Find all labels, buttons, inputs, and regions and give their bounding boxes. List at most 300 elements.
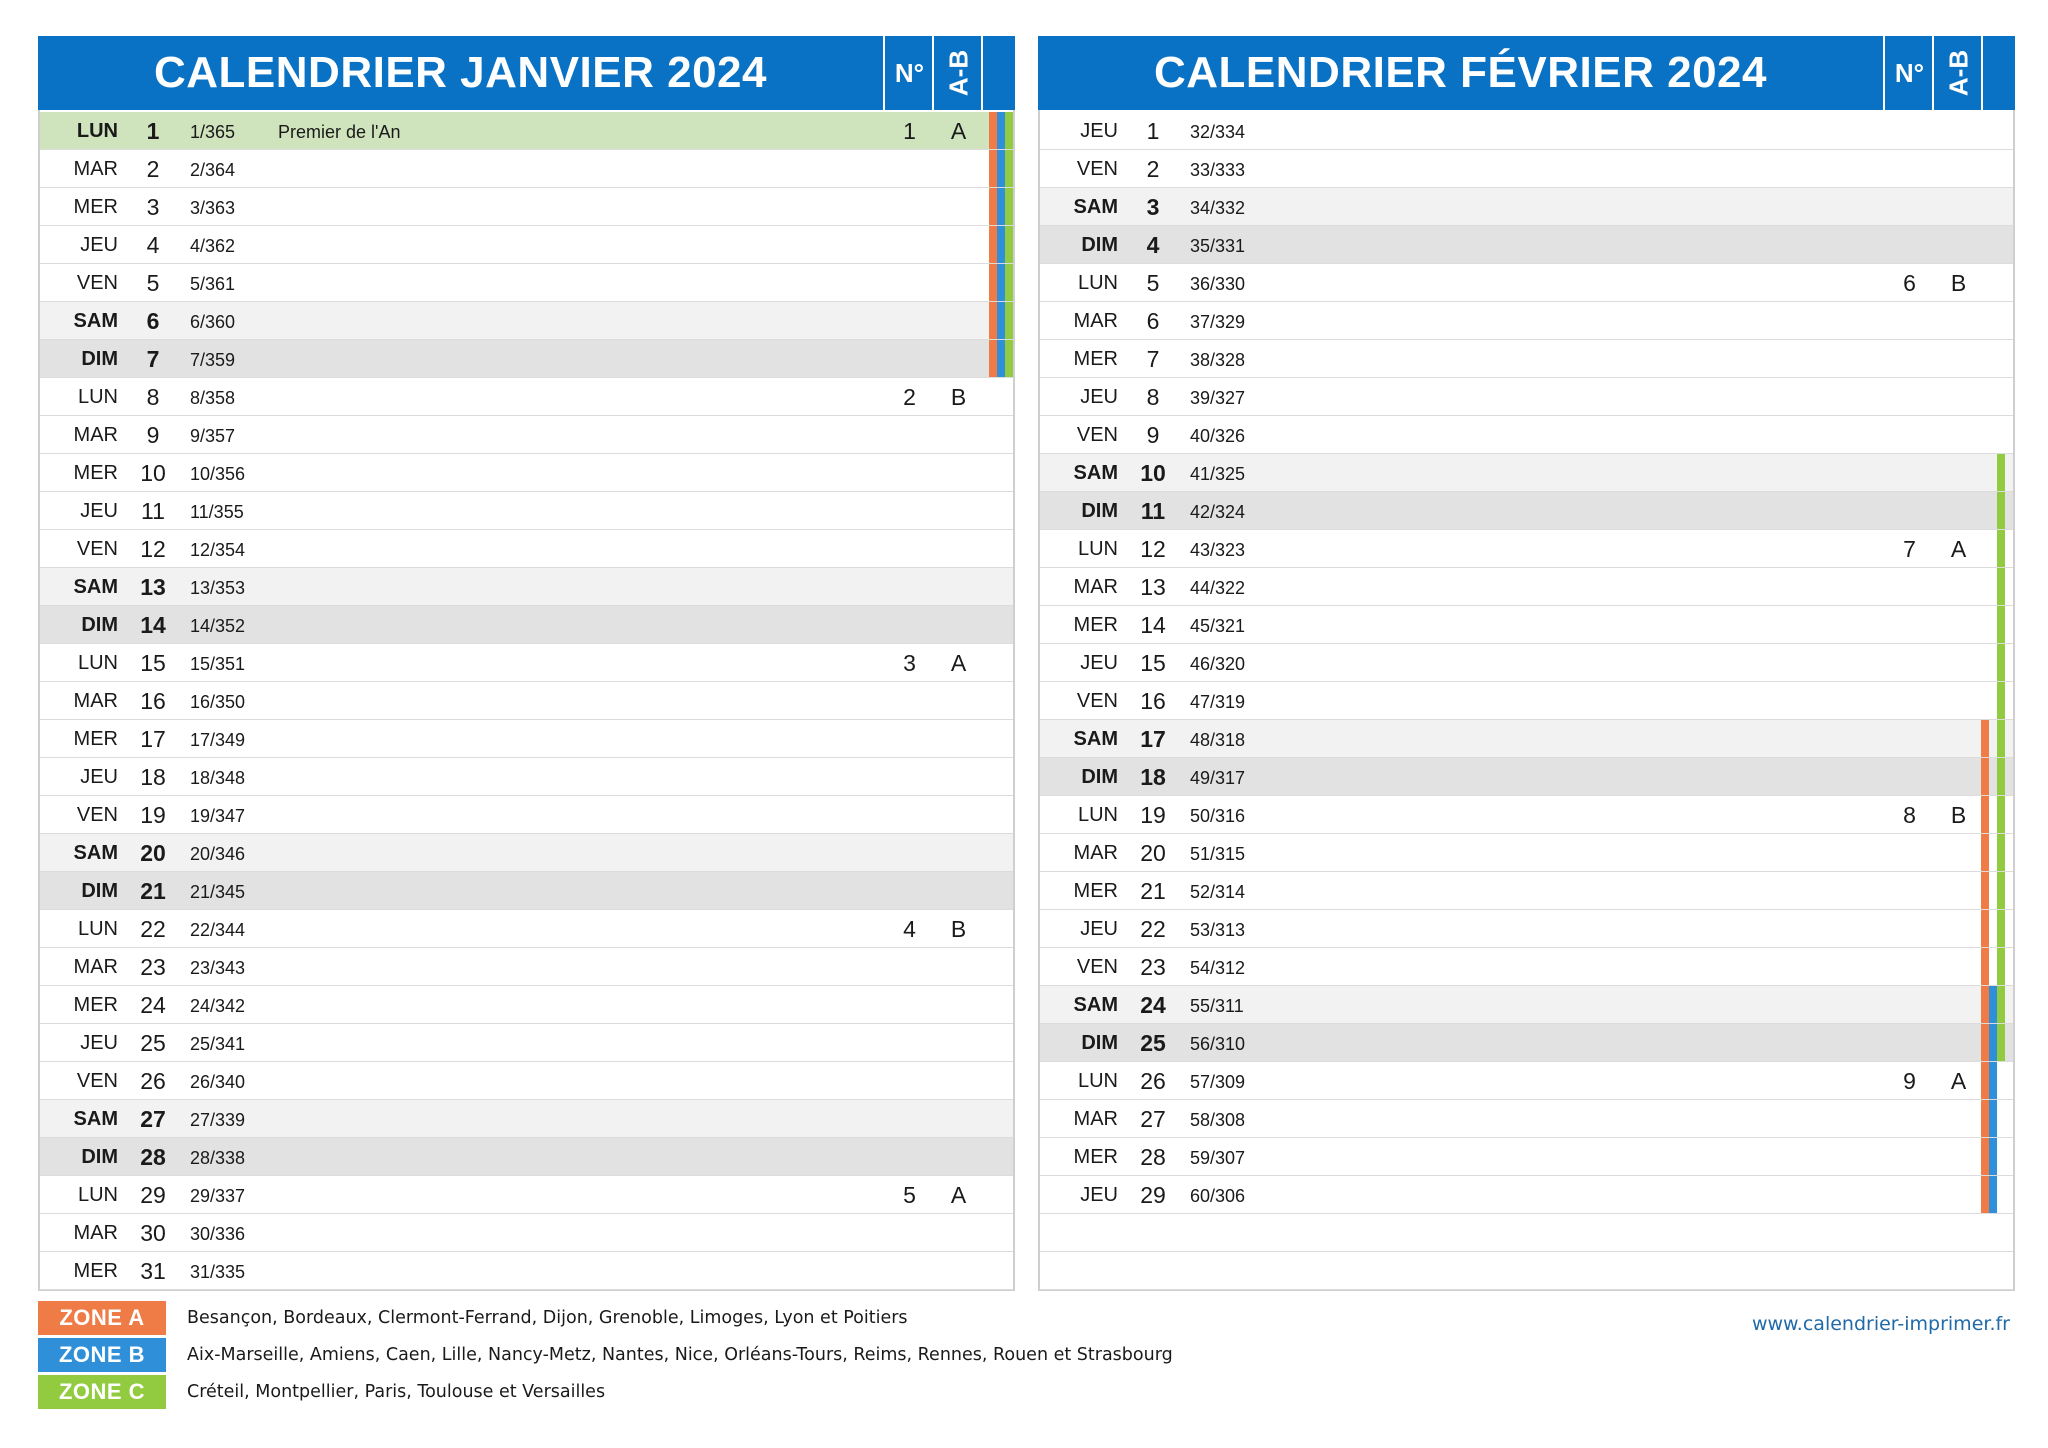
week-number: 2 bbox=[903, 384, 916, 410]
day-row bbox=[40, 416, 1013, 454]
day-number: 17 bbox=[140, 726, 166, 752]
zone-a-holiday-bar bbox=[1981, 1100, 1989, 1137]
day-row bbox=[1040, 1176, 2013, 1214]
weekday: JEU bbox=[1080, 120, 1118, 142]
weekday: LUN bbox=[76, 120, 118, 142]
weekday: MER bbox=[73, 728, 118, 750]
weekday: MER bbox=[73, 196, 118, 218]
zone-c-holiday-bar bbox=[1005, 112, 1013, 149]
zone-c-holiday-bar bbox=[1005, 188, 1013, 225]
day-rows bbox=[40, 112, 1013, 1290]
weekday: LUN bbox=[1077, 804, 1118, 826]
day-number: 2 bbox=[1146, 156, 1160, 182]
day-row bbox=[40, 1138, 1013, 1176]
day-row bbox=[40, 1062, 1013, 1100]
day-number: 11 bbox=[141, 498, 165, 524]
day-row bbox=[40, 910, 1013, 948]
zone-c-holiday-bar bbox=[1005, 340, 1013, 377]
weekday: VEN bbox=[1076, 956, 1118, 978]
weekday: VEN bbox=[76, 1070, 118, 1092]
weekday: MAR bbox=[73, 1222, 118, 1244]
day-number: 31 bbox=[140, 1258, 166, 1284]
day-of-year: 9/357 bbox=[190, 426, 236, 446]
week-number: 4 bbox=[903, 916, 916, 942]
week-ab-header: A-B bbox=[1932, 36, 1983, 110]
day-number: 6 bbox=[1146, 308, 1160, 334]
day-of-year: 34/332 bbox=[1190, 198, 1246, 218]
weekday: MER bbox=[1073, 880, 1118, 902]
day-number: 27 bbox=[1140, 1106, 1166, 1132]
day-row bbox=[1040, 568, 2013, 606]
weekday: MAR bbox=[73, 158, 118, 180]
day-number: 19 bbox=[1140, 802, 1166, 828]
day-row bbox=[1040, 872, 2013, 910]
day-row bbox=[1040, 492, 2013, 530]
week-ab: A bbox=[950, 1182, 967, 1208]
day-row bbox=[40, 720, 1013, 758]
calendar-title: CALENDRIER FÉVRIER 2024 bbox=[1154, 48, 1767, 97]
zone-c-holiday-bar bbox=[1997, 1024, 2005, 1061]
day-of-year: 26/340 bbox=[190, 1072, 246, 1092]
day-of-year: 59/307 bbox=[1190, 1148, 1246, 1168]
week-number-header: N° bbox=[1883, 36, 1934, 110]
zone-c-holiday-bar bbox=[1005, 302, 1013, 339]
zone-c-holiday-bar bbox=[1997, 682, 2005, 719]
day-number: 14 bbox=[140, 612, 166, 638]
zone-a-holiday-bar bbox=[989, 302, 997, 339]
zone-a-holiday-bar bbox=[1981, 1176, 1989, 1213]
day-of-year: 16/350 bbox=[190, 692, 246, 712]
zone-a-holiday-bar bbox=[1981, 1024, 1989, 1061]
week-ab: A bbox=[950, 650, 967, 676]
zone-b-holiday-bar bbox=[997, 340, 1005, 377]
weekday: MAR bbox=[1073, 1108, 1118, 1130]
zone-c-holiday-bar bbox=[1997, 454, 2005, 491]
weekday: DIM bbox=[1081, 766, 1118, 788]
empty-row bbox=[1040, 1214, 2013, 1252]
day-of-year: 55/311 bbox=[1190, 996, 1244, 1016]
zone-a-holiday-bar bbox=[1981, 1138, 1989, 1175]
day-of-year: 19/347 bbox=[190, 806, 246, 826]
day-of-year: 36/330 bbox=[1190, 274, 1246, 294]
day-number: 17 bbox=[1140, 726, 1166, 752]
day-number: 9 bbox=[1146, 422, 1160, 448]
day-of-year: 5/361 bbox=[190, 274, 236, 294]
day-number: 5 bbox=[146, 270, 160, 296]
weekday: SAM bbox=[73, 842, 118, 864]
day-of-year: 45/321 bbox=[1190, 616, 1246, 636]
zone-a-holiday-bar bbox=[989, 226, 997, 263]
week-number: 5 bbox=[903, 1182, 916, 1208]
zone-b-holiday-bar bbox=[1989, 1176, 1997, 1213]
day-row bbox=[40, 834, 1013, 872]
weekday: VEN bbox=[76, 272, 118, 294]
day-number: 25 bbox=[1140, 1030, 1166, 1056]
weekday: JEU bbox=[1080, 1184, 1118, 1206]
day-number: 7 bbox=[146, 346, 160, 372]
day-of-year: 14/352 bbox=[190, 616, 246, 636]
day-of-year: 37/329 bbox=[1190, 312, 1246, 332]
week-ab: A bbox=[950, 118, 967, 144]
weekday: LUN bbox=[77, 386, 118, 408]
day-of-year: 27/339 bbox=[190, 1110, 246, 1130]
day-of-year: 42/324 bbox=[1190, 502, 1246, 522]
zone-c-holiday-bar bbox=[1005, 226, 1013, 263]
day-row bbox=[40, 568, 1013, 606]
day-number: 16 bbox=[1140, 688, 1166, 714]
day-row bbox=[1040, 378, 2013, 416]
day-row bbox=[1040, 1024, 2013, 1062]
day-of-year: 43/323 bbox=[1190, 540, 1246, 560]
weekday: MAR bbox=[1073, 310, 1118, 332]
day-of-year: 3/363 bbox=[190, 198, 236, 218]
weekday: JEU bbox=[1080, 918, 1118, 940]
day-row bbox=[40, 1176, 1013, 1214]
day-of-year: 21/345 bbox=[190, 882, 246, 902]
week-number: 8 bbox=[1903, 802, 1916, 828]
day-of-year: 44/322 bbox=[1190, 578, 1246, 598]
weekday: SAM bbox=[1073, 994, 1118, 1016]
day-row bbox=[1040, 302, 2013, 340]
day-of-year: 12/354 bbox=[190, 540, 246, 560]
week-number: 3 bbox=[903, 650, 916, 676]
weekday: VEN bbox=[1076, 158, 1118, 180]
weekday: LUN bbox=[1077, 538, 1118, 560]
day-row bbox=[40, 1024, 1013, 1062]
day-row bbox=[40, 1252, 1013, 1290]
weekday: MAR bbox=[73, 690, 118, 712]
day-row bbox=[1040, 1062, 2013, 1100]
website-link[interactable]: www.calendrier-imprimer.fr bbox=[1751, 1313, 2010, 1335]
weekday: LUN bbox=[1077, 1070, 1118, 1092]
day-of-year: 10/356 bbox=[190, 464, 246, 484]
zone-bar-header bbox=[981, 36, 1017, 110]
zone-c-holiday-bar bbox=[1997, 492, 2005, 529]
day-row bbox=[1040, 188, 2013, 226]
week-number: 6 bbox=[1903, 270, 1916, 296]
day-of-year: 32/334 bbox=[1190, 122, 1246, 142]
day-row bbox=[40, 454, 1013, 492]
day-number: 16 bbox=[140, 688, 166, 714]
weekday: SAM bbox=[1073, 196, 1118, 218]
day-of-year: 48/318 bbox=[1190, 730, 1246, 750]
day-number: 28 bbox=[1140, 1144, 1166, 1170]
zone-a-holiday-bar bbox=[1981, 948, 1989, 985]
weekday: SAM bbox=[1073, 462, 1118, 484]
zone-c-holiday-bar bbox=[1997, 568, 2005, 605]
day-number: 10 bbox=[1140, 460, 1166, 486]
day-of-year: 28/338 bbox=[190, 1148, 246, 1168]
legend-zone-c-cities: Créteil, Montpellier, Paris, Toulouse et Versailles bbox=[187, 1382, 606, 1402]
day-row bbox=[1040, 796, 2013, 834]
day-number: 22 bbox=[1140, 916, 1166, 942]
day-row bbox=[40, 112, 1013, 150]
day-row bbox=[1040, 948, 2013, 986]
weekday: JEU bbox=[80, 500, 118, 522]
day-row bbox=[40, 302, 1013, 340]
day-number: 15 bbox=[1140, 650, 1166, 676]
day-row bbox=[40, 492, 1013, 530]
day-of-year: 58/308 bbox=[1190, 1110, 1246, 1130]
day-of-year: 11/355 bbox=[190, 502, 244, 522]
day-number: 26 bbox=[1140, 1068, 1166, 1094]
day-number: 8 bbox=[1146, 384, 1160, 410]
legend-zone-b-badge: ZONE B bbox=[38, 1338, 166, 1372]
zone-b-holiday-bar bbox=[1989, 1062, 1997, 1099]
zone-c-holiday-bar bbox=[1997, 948, 2005, 985]
weekday: DIM bbox=[81, 880, 118, 902]
weekday: DIM bbox=[81, 1146, 118, 1168]
day-number: 30 bbox=[140, 1220, 166, 1246]
day-of-year: 47/319 bbox=[1190, 692, 1246, 712]
zone-a-holiday-bar bbox=[1981, 872, 1989, 909]
zone-c-holiday-bar bbox=[1005, 264, 1013, 301]
calendar-title: CALENDRIER JANVIER 2024 bbox=[154, 48, 767, 97]
day-number: 8 bbox=[146, 384, 160, 410]
day-of-year: 24/342 bbox=[190, 996, 246, 1016]
day-row bbox=[1040, 834, 2013, 872]
zone-a-holiday-bar bbox=[989, 150, 997, 187]
day-row bbox=[1040, 1100, 2013, 1138]
week-number: 1 bbox=[903, 118, 916, 144]
day-of-year: 50/316 bbox=[1190, 806, 1246, 826]
day-number: 29 bbox=[140, 1182, 166, 1208]
weekday: VEN bbox=[76, 538, 118, 560]
legend-zone-c-badge: ZONE C bbox=[38, 1375, 166, 1409]
day-number: 4 bbox=[146, 232, 160, 258]
calendar-january bbox=[38, 36, 1015, 1291]
day-number: 20 bbox=[1140, 840, 1166, 866]
day-of-year: 20/346 bbox=[190, 844, 246, 864]
day-number: 29 bbox=[1140, 1182, 1166, 1208]
zone-a-holiday-bar bbox=[989, 264, 997, 301]
day-row bbox=[40, 644, 1013, 682]
weekday: SAM bbox=[73, 576, 118, 598]
day-number: 6 bbox=[146, 308, 160, 334]
day-row bbox=[1040, 454, 2013, 492]
zone-a-holiday-bar bbox=[1981, 986, 1989, 1023]
weekday: MAR bbox=[1073, 576, 1118, 598]
zone-b-holiday-bar bbox=[1989, 1100, 1997, 1137]
day-of-year: 54/312 bbox=[1190, 958, 1246, 978]
weekday: VEN bbox=[76, 804, 118, 826]
day-row bbox=[1040, 112, 2013, 150]
day-number: 13 bbox=[140, 574, 166, 600]
weekday: DIM bbox=[81, 614, 118, 636]
day-row bbox=[40, 378, 1013, 416]
day-of-year: 33/333 bbox=[1190, 160, 1246, 180]
zone-b-holiday-bar bbox=[1989, 1138, 1997, 1175]
weekday: DIM bbox=[1081, 1032, 1118, 1054]
zone-a-holiday-bar bbox=[1981, 796, 1989, 833]
weekday: JEU bbox=[80, 234, 118, 256]
weekday: VEN bbox=[1076, 690, 1118, 712]
day-row bbox=[1040, 910, 2013, 948]
zone-bar-header bbox=[1981, 36, 2017, 110]
day-row bbox=[1040, 150, 2013, 188]
weekday: MAR bbox=[73, 424, 118, 446]
week-ab: A bbox=[1950, 1068, 1967, 1094]
day-row bbox=[1040, 644, 2013, 682]
zone-b-holiday-bar bbox=[997, 226, 1005, 263]
zone-c-holiday-bar bbox=[1997, 644, 2005, 681]
day-row bbox=[40, 1100, 1013, 1138]
day-of-year: 23/343 bbox=[190, 958, 246, 978]
weekday: SAM bbox=[1073, 728, 1118, 750]
weekday: JEU bbox=[1080, 652, 1118, 674]
day-of-year: 2/364 bbox=[190, 160, 236, 180]
weekday: MER bbox=[1073, 614, 1118, 636]
day-of-year: 1/365 bbox=[190, 122, 236, 142]
day-row bbox=[1040, 758, 2013, 796]
week-ab: B bbox=[1950, 802, 1967, 828]
weekday: JEU bbox=[80, 1032, 118, 1054]
day-number: 9 bbox=[146, 422, 160, 448]
weekday: LUN bbox=[1077, 272, 1118, 294]
week-number: 9 bbox=[1903, 1068, 1916, 1094]
day-of-year: 7/359 bbox=[190, 350, 236, 370]
day-row bbox=[1040, 1138, 2013, 1176]
day-of-year: 18/348 bbox=[190, 768, 246, 788]
weekday: MER bbox=[73, 462, 118, 484]
day-number: 13 bbox=[1140, 574, 1166, 600]
day-row bbox=[40, 986, 1013, 1024]
day-of-year: 31/335 bbox=[190, 1262, 246, 1282]
day-of-year: 52/314 bbox=[1190, 882, 1246, 902]
day-number: 24 bbox=[140, 992, 166, 1018]
day-row bbox=[1040, 682, 2013, 720]
day-of-year: 51/315 bbox=[1190, 844, 1246, 864]
day-of-year: 56/310 bbox=[1190, 1034, 1246, 1054]
week-number: 7 bbox=[1903, 536, 1916, 562]
day-number: 10 bbox=[140, 460, 166, 486]
zone-c-holiday-bar bbox=[1997, 530, 2005, 567]
day-number: 27 bbox=[140, 1106, 166, 1132]
weekday: MER bbox=[73, 1260, 118, 1282]
day-number: 28 bbox=[140, 1144, 166, 1170]
day-row bbox=[1040, 530, 2013, 568]
weekday: DIM bbox=[81, 348, 118, 370]
weekday: SAM bbox=[73, 1108, 118, 1130]
weekday: LUN bbox=[77, 1184, 118, 1206]
weekday: JEU bbox=[1080, 386, 1118, 408]
day-row bbox=[40, 948, 1013, 986]
calendar-header bbox=[1038, 36, 2015, 110]
zone-b-holiday-bar bbox=[997, 302, 1005, 339]
weekday: MER bbox=[1073, 1146, 1118, 1168]
day-number: 1 bbox=[146, 118, 160, 144]
day-of-year: 29/337 bbox=[190, 1186, 246, 1206]
zone-a-holiday-bar bbox=[989, 112, 997, 149]
day-number: 1 bbox=[1146, 118, 1160, 144]
day-of-year: 35/331 bbox=[1190, 236, 1246, 256]
day-row bbox=[1040, 340, 2013, 378]
day-number: 18 bbox=[1140, 764, 1166, 790]
event-label: Premier de l'An bbox=[278, 122, 401, 142]
day-of-year: 49/317 bbox=[1190, 768, 1246, 788]
day-row bbox=[40, 796, 1013, 834]
day-number: 21 bbox=[140, 878, 166, 904]
day-row bbox=[40, 758, 1013, 796]
weekday: MAR bbox=[73, 956, 118, 978]
day-number: 12 bbox=[140, 536, 166, 562]
weekday: MAR bbox=[1073, 842, 1118, 864]
legend-zone-a-cities: Besançon, Bordeaux, Clermont-Ferrand, Dijon, Grenoble, Limoges, Lyon et Poitiers bbox=[187, 1308, 908, 1328]
calendar-february bbox=[1038, 36, 2015, 1291]
zone-c-holiday-bar bbox=[1005, 150, 1013, 187]
zone-a-holiday-bar bbox=[989, 188, 997, 225]
zone-b-holiday-bar bbox=[997, 188, 1005, 225]
day-number: 25 bbox=[140, 1030, 166, 1056]
day-row bbox=[1040, 986, 2013, 1024]
zone-a-holiday-bar bbox=[1981, 1062, 1989, 1099]
day-of-year: 40/326 bbox=[1190, 426, 1246, 446]
weekday: DIM bbox=[1081, 234, 1118, 256]
week-ab: A bbox=[1950, 536, 1967, 562]
day-of-year: 8/358 bbox=[190, 388, 236, 408]
weekday: VEN bbox=[1076, 424, 1118, 446]
day-rows bbox=[1040, 112, 2013, 1290]
weekday: LUN bbox=[77, 918, 118, 940]
weekday: DIM bbox=[1081, 500, 1118, 522]
day-row bbox=[1040, 264, 2013, 302]
day-number: 24 bbox=[1140, 992, 1166, 1018]
weekday: MER bbox=[73, 994, 118, 1016]
zone-b-holiday-bar bbox=[1989, 986, 1997, 1023]
day-number: 5 bbox=[1146, 270, 1160, 296]
day-row bbox=[40, 188, 1013, 226]
day-number: 14 bbox=[1140, 612, 1166, 638]
day-number: 7 bbox=[1146, 346, 1160, 372]
zone-c-holiday-bar bbox=[1997, 606, 2005, 643]
day-of-year: 53/313 bbox=[1190, 920, 1246, 940]
weekday: LUN bbox=[77, 652, 118, 674]
day-of-year: 38/328 bbox=[1190, 350, 1246, 370]
day-number: 2 bbox=[146, 156, 160, 182]
week-ab-header: A-B bbox=[932, 36, 983, 110]
day-of-year: 6/360 bbox=[190, 312, 236, 332]
zone-c-holiday-bar bbox=[1997, 986, 2005, 1023]
zone-b-holiday-bar bbox=[997, 150, 1005, 187]
day-row bbox=[1040, 720, 2013, 758]
day-row bbox=[1040, 416, 2013, 454]
zone-b-holiday-bar bbox=[997, 112, 1005, 149]
day-of-year: 4/362 bbox=[190, 236, 236, 256]
zone-a-holiday-bar bbox=[1981, 910, 1989, 947]
day-row bbox=[40, 264, 1013, 302]
day-row bbox=[40, 1214, 1013, 1252]
day-number: 26 bbox=[140, 1068, 166, 1094]
day-row bbox=[1040, 226, 2013, 264]
day-of-year: 17/349 bbox=[190, 730, 246, 750]
day-of-year: 60/306 bbox=[1190, 1186, 1246, 1206]
zone-a-holiday-bar bbox=[989, 340, 997, 377]
zone-c-holiday-bar bbox=[1997, 834, 2005, 871]
calendar-header bbox=[38, 36, 1015, 110]
day-of-year: 39/327 bbox=[1190, 388, 1246, 408]
zone-c-holiday-bar bbox=[1997, 720, 2005, 757]
day-row bbox=[40, 150, 1013, 188]
day-row bbox=[40, 682, 1013, 720]
legend-zone-b-cities: Aix-Marseille, Amiens, Caen, Lille, Nancy-Metz, Nantes, Nice, Orléans-Tours, Reims, Rennes, Rouen et Strasbourg bbox=[187, 1345, 1173, 1365]
zone-a-holiday-bar bbox=[1981, 720, 1989, 757]
day-row bbox=[40, 872, 1013, 910]
day-number: 23 bbox=[1140, 954, 1166, 980]
zone-c-holiday-bar bbox=[1997, 796, 2005, 833]
day-number: 23 bbox=[140, 954, 166, 980]
zone-a-holiday-bar bbox=[1981, 758, 1989, 795]
zone-b-holiday-bar bbox=[1989, 1024, 1997, 1061]
